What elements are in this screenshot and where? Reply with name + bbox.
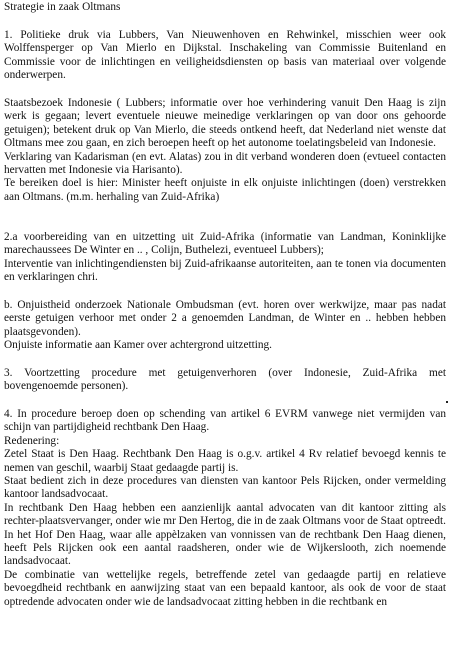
- seat-state-text: Zetel Staat is Den Haag. Rechtbank Den Haag is o.g.v. artikel 4 Rv relatief bevoegd kennis te nemen van geschil, waarbij Staat gedaagde partij is.: [4, 448, 446, 474]
- paragraph-4-evrm: [4, 408, 446, 609]
- document-title: Strategie in zaak Oltmans: [4, 1, 121, 13]
- south-africa-deportation-text: 2.a voorbereiding van en uitzetting uit Zuid-Afrika (informatie van Landman, Koninklijke marechaussees De Winter en .. , Colijn, Buthelezi, eventueel Lubbers);: [4, 231, 446, 257]
- paragraph-3-continuation: [4, 367, 446, 394]
- reasoning-heading: Redenering:: [4, 434, 60, 447]
- paragraph-1-political-pressure: [4, 29, 446, 83]
- indonesia-visit-text: Staatsbezoek Indonesie ( Lubbers; informatie over hoe verhindering vanuit Den Haag is zijn werk is gegaan; levert eventuele nieuwe meinedige verklaringen op van door ons gehoorde getuigen); betekent druk op Van Mierlo, die steeds ontkend heeft, dat Nederland niet wenste dat Oltmans mee zou gaan, en zich beroepen heeft op het autonome toelatingsbeleid van Indonesie.: [4, 97, 446, 150]
- ombudsman-text: b. Onjuistheid onderzoek Nationale Ombudsman (evt. horen over werkwijze, maar pas nadat eerste getuigen verhoor met onder 2 a genoemden Landman, de Winter en .. hebben hebben plaatsgevonden).: [4, 299, 446, 338]
- kadarisman-statement-text: Verklaring van Kadarisman (en evt. Alatas) zou in dit verband wonderen doen (evtueel contacten hervatten met Indonesie via Harisanto).: [4, 150, 446, 177]
- margin-dot: [446, 401, 448, 403]
- intelligence-intervention-text: Interventie van inlichtingendiensten bij Zuid-afrikaanse autoriteiten, aan te tonen via documenten en verklaringen chri.: [4, 257, 446, 284]
- goal-text: Te bereiken doel is hier: Minister heeft onjuiste in elk onjuiste inlichtingen (doen) verstrekken aan Oltmans. (m.m. herhaling van Zuid-Afrika): [4, 177, 446, 203]
- paragraph-2a-south-africa: [4, 231, 446, 285]
- chamber-information-text: Onjuiste informatie aan Kamer over achtergrond uitzetting.: [4, 339, 272, 352]
- deputy-judges-text: In rechtbank Den Haag hebben een aanzienlijk aantal advocaten van dit kantoor zitting als rechter-plaatsvervanger, onder wie mr Den Hertog, die in de zaak Oltmans voor de Staat optreedt.: [4, 501, 446, 528]
- paragraph-indonesia-state-visit: [4, 97, 446, 204]
- evrm-appeal-text: 4. In procedure beroep doen op schending van artikel 6 EVRM vanwege niet vermijden van schijn van partijdigheid rechtbank Den Haag.: [4, 408, 446, 434]
- combination-rules-text: De combinatie van wettelijke regels, betreffende zetel van gedaagde partij en relatieve bevoegdheid rechtbank en aanwijzing staat van een bepaald kantoor, als ook de voor de staat optredende advocaten onder wie de landsadvocaat zitting hebben in die rechtbank en: [4, 568, 446, 608]
- pels-rijcken-text: Staat bedient zich in deze procedures van diensten van kantoor Pels Rijcken, onder vermelding kantoor landsadvocaat.: [4, 475, 446, 501]
- paragraph-1-text: 1. Politieke druk via Lubbers, Van Nieuwenhoven en Rehwinkel, misschien weer ook Wolffensperger op Van Mierlo en Dijkstal. Inschakeling van Commissie Buitenland en Commissie voor de inlichtingen en veiligheidsdiensten op basis van materiaal over volgende onderwerpen.: [4, 29, 446, 82]
- paragraph-3-text: 3. Voortzetting procedure met getuigenverhoren (over Indonesie, Zuid-Afrika met bovengenoemde personen).: [4, 367, 446, 393]
- paragraph-2b-ombudsman: [4, 299, 446, 353]
- court-of-appeal-text: In het Hof Den Haag, waar alle appèlzaken van vonnissen van de rechtbank Den Haag dienen, heeft Pels Rijcken ook een aantal raadsheren, onder wie de Wijkerslooth, zich noemende landsadvocaat.: [4, 528, 446, 568]
